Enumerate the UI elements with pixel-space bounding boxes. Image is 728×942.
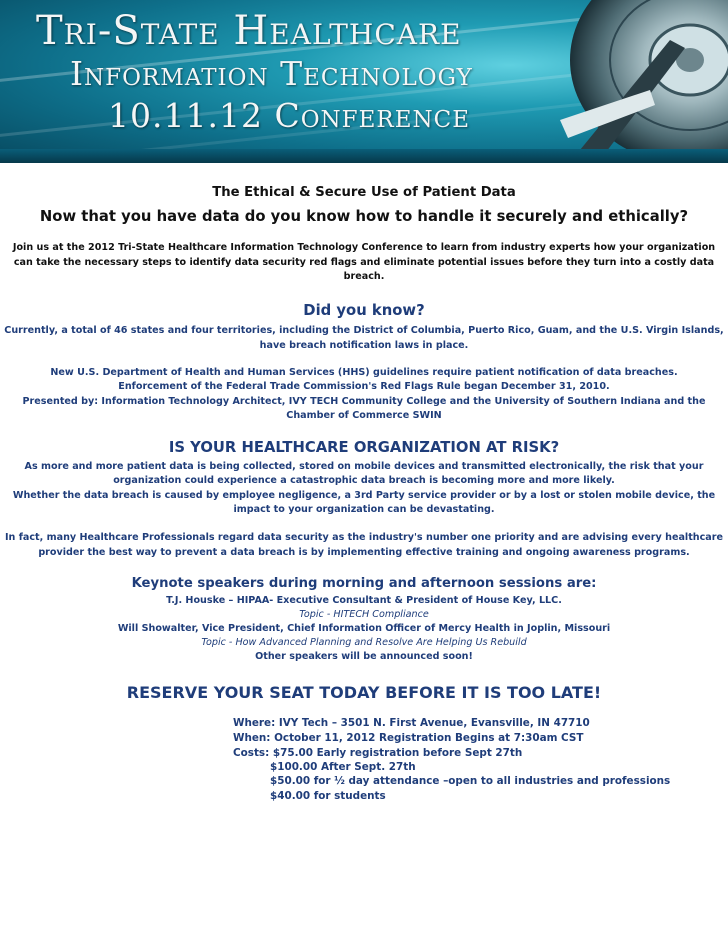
intro-title: The Ethical & Secure Use of Patient Data — [212, 185, 516, 200]
presented-by-line: Presented by: Information Technology Architect, IVY TECH Community College and the University of Southern Indiana and the — [22, 396, 706, 407]
fact-line: New U.S. Department of Health and Human Services (HHS) guidelines require patient notification of data breaches. — [50, 367, 678, 378]
risk-line: Whether the data breach is caused by employee negligence, a 3rd Party service provider or by a lost or stolen mobile device, the — [12, 490, 716, 501]
risk-line: As more and more patient data is being collected, stored on mobile devices and transmitted electronically, the risk that your — [24, 461, 704, 472]
title-line-3: 10.11.12 Conference — [108, 96, 471, 135]
when-line: When: October 11, 2012 Registration Begins at 7:30am CST — [233, 732, 584, 744]
cost-item: $40.00 for students — [270, 790, 386, 802]
risk-line: provider the best way to prevent a data breach is by implementing effective training and ongoing awareness programs. — [38, 547, 690, 558]
hard-drive-image — [540, 0, 728, 163]
risk-line: impact to your organization can be devastating. — [233, 504, 495, 515]
reserve-heading: RESERVE YOUR SEAT TODAY BEFORE IT IS TOO LATE! — [126, 683, 602, 702]
intro-subtitle: Now that you have data do you know how to handle it securely and ethically? — [39, 208, 689, 225]
risk-line: In fact, many Healthcare Professionals regard data security as the industry's number one priority and are advising every healthcare — [4, 532, 724, 543]
fact-line: have breach notification laws in place. — [259, 340, 469, 351]
speaker-2: Will Showalter, Vice President, Chief Information Officer of Mercy Health in Joplin, Missouri — [117, 623, 611, 634]
presented-by-line: Chamber of Commerce SWIN — [286, 410, 442, 421]
fact-line: Enforcement of the Federal Trade Commission's Red Flags Rule began December 31, 2010. — [118, 381, 610, 392]
intro-paragraph-line: can take the necessary steps to identify data security red flags and eliminate potential issues before they turn into a costly data — [13, 257, 715, 268]
cost-item: $100.00 After Sept. 27th — [270, 761, 416, 773]
risk-heading: IS YOUR HEALTHCARE ORGANIZATION AT RISK? — [168, 439, 560, 456]
other-speakers-note: Other speakers will be announced soon! — [255, 651, 473, 662]
where-line: Where: IVY Tech – 3501 N. First Avenue, Evansville, IN 47710 — [233, 717, 590, 729]
cost-item: $50.00 for ½ day attendance –open to all industries and professions — [270, 775, 671, 787]
did-you-know-heading: Did you know? — [303, 302, 425, 319]
title-line-2: Information Technology — [70, 54, 473, 93]
risk-line: organization could experience a catastrophic data breach is becoming more and more likely. — [113, 475, 615, 486]
header-banner — [0, 0, 728, 163]
fact-line: Currently, a total of 46 states and four territories, including the District of Columbia, Puerto Rico, Guam, and the U.S. Virgin Islands, — [4, 325, 724, 336]
intro-paragraph-line: Join us at the 2012 Tri-State Healthcare Information Technology Conference to learn from industry experts how your organization — [12, 242, 716, 253]
costs-line: Costs: $75.00 Early registration before Sept 27th — [233, 747, 523, 759]
speaker-2-topic: Topic - How Advanced Planning and Resolve Are Helping Us Rebuild — [201, 637, 527, 648]
intro-paragraph-line: breach. — [343, 271, 385, 282]
speaker-1-topic: Topic - HITECH Compliance — [299, 609, 429, 620]
title-line-1: Tri-State Healthcare — [36, 8, 462, 54]
keynote-heading: Keynote speakers during morning and afternoon sessions are: — [131, 576, 597, 591]
speaker-1: T.J. Houske – HIPAA- Executive Consultant & President of House Key, LLC. — [166, 595, 562, 606]
